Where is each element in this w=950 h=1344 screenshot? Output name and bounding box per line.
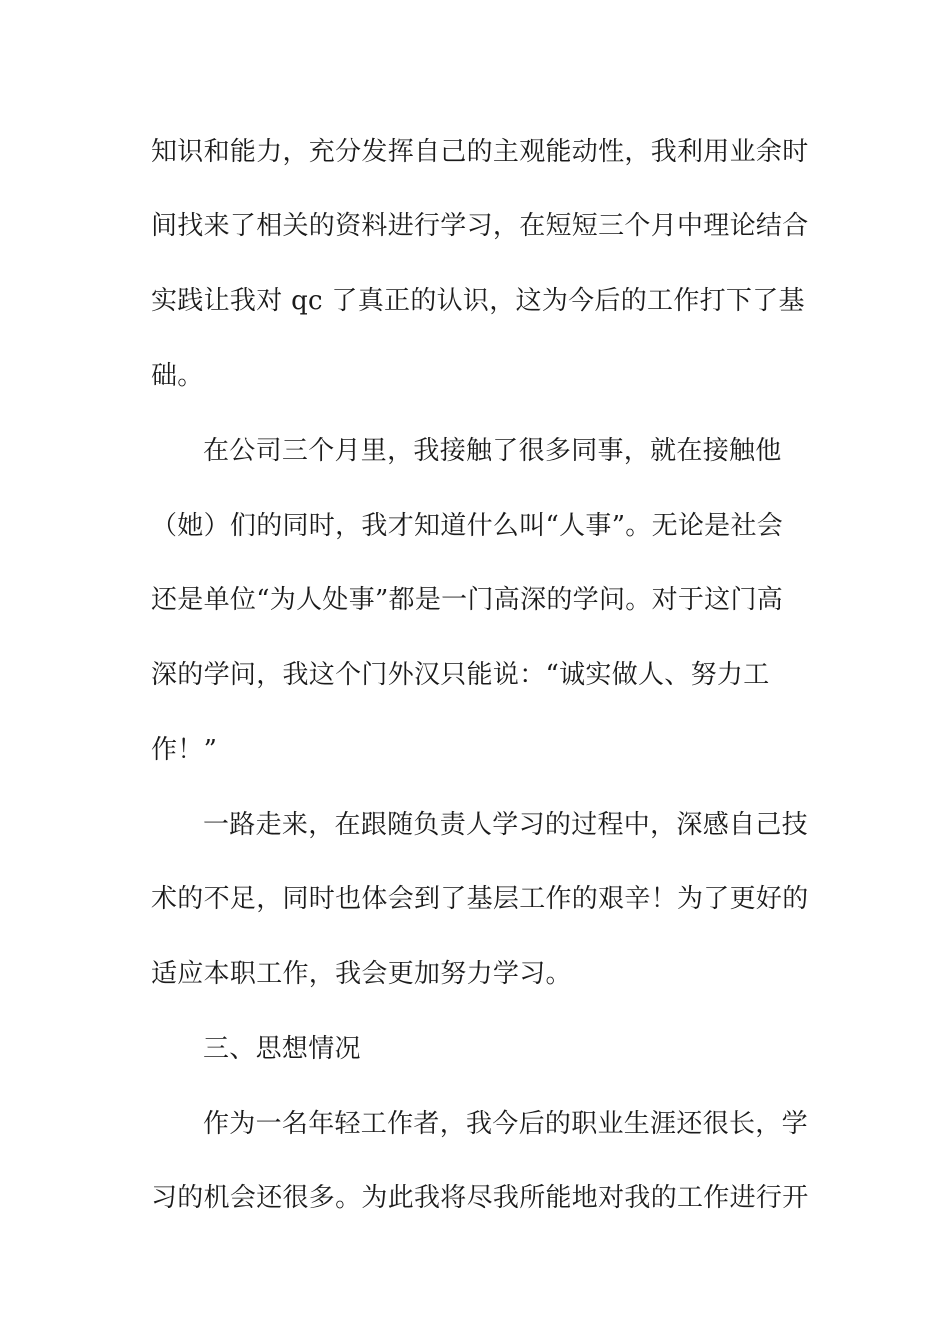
paragraph-2-line-4: 深的学问，我这个门外汉只能说：“诚实做人、努力工 [151,660,770,690]
paragraph-2-line-2: （她）们的同时，我才知道什么叫“人事”。无论是社会 [151,511,784,541]
paragraph-1-line-2: 间找来了相关的资料进行学习，在短短三个月中理论结合 [151,211,809,241]
section-heading: 三、思想情况 [203,1034,361,1064]
paragraph-2-line-5: 作！” [151,735,218,765]
paragraph-3-line-2: 术的不足，同时也体会到了基层工作的艰辛！为了更好的 [151,884,809,914]
paragraph-1-line-4: 础。 [151,361,204,391]
paragraph-5-line-1: 作为一名年轻工作者，我今后的职业生涯还很长，学 [203,1109,808,1139]
paragraph-1-line-3: 实践让我对 qc 了真正的认识，这为今后的工作打下了基 [151,286,805,316]
paragraph-3-line-3: 适应本职工作，我会更加努力学习。 [151,959,572,989]
paragraph-2-line-1: 在公司三个月里，我接触了很多同事，就在接触他 [203,436,782,466]
paragraph-5-line-2: 习的机会还很多。为此我将尽我所能地对我的工作进行开 [151,1183,809,1213]
paragraph-3-line-1: 一路走来，在跟随负责人学习的过程中，深感自己技 [203,810,808,840]
paragraph-1-line-1: 知识和能力，充分发挥自己的主观能动性，我利用业余时 [151,137,809,167]
paragraph-2-line-3: 还是单位“为人处事”都是一门高深的学问。对于这门高 [151,585,784,615]
